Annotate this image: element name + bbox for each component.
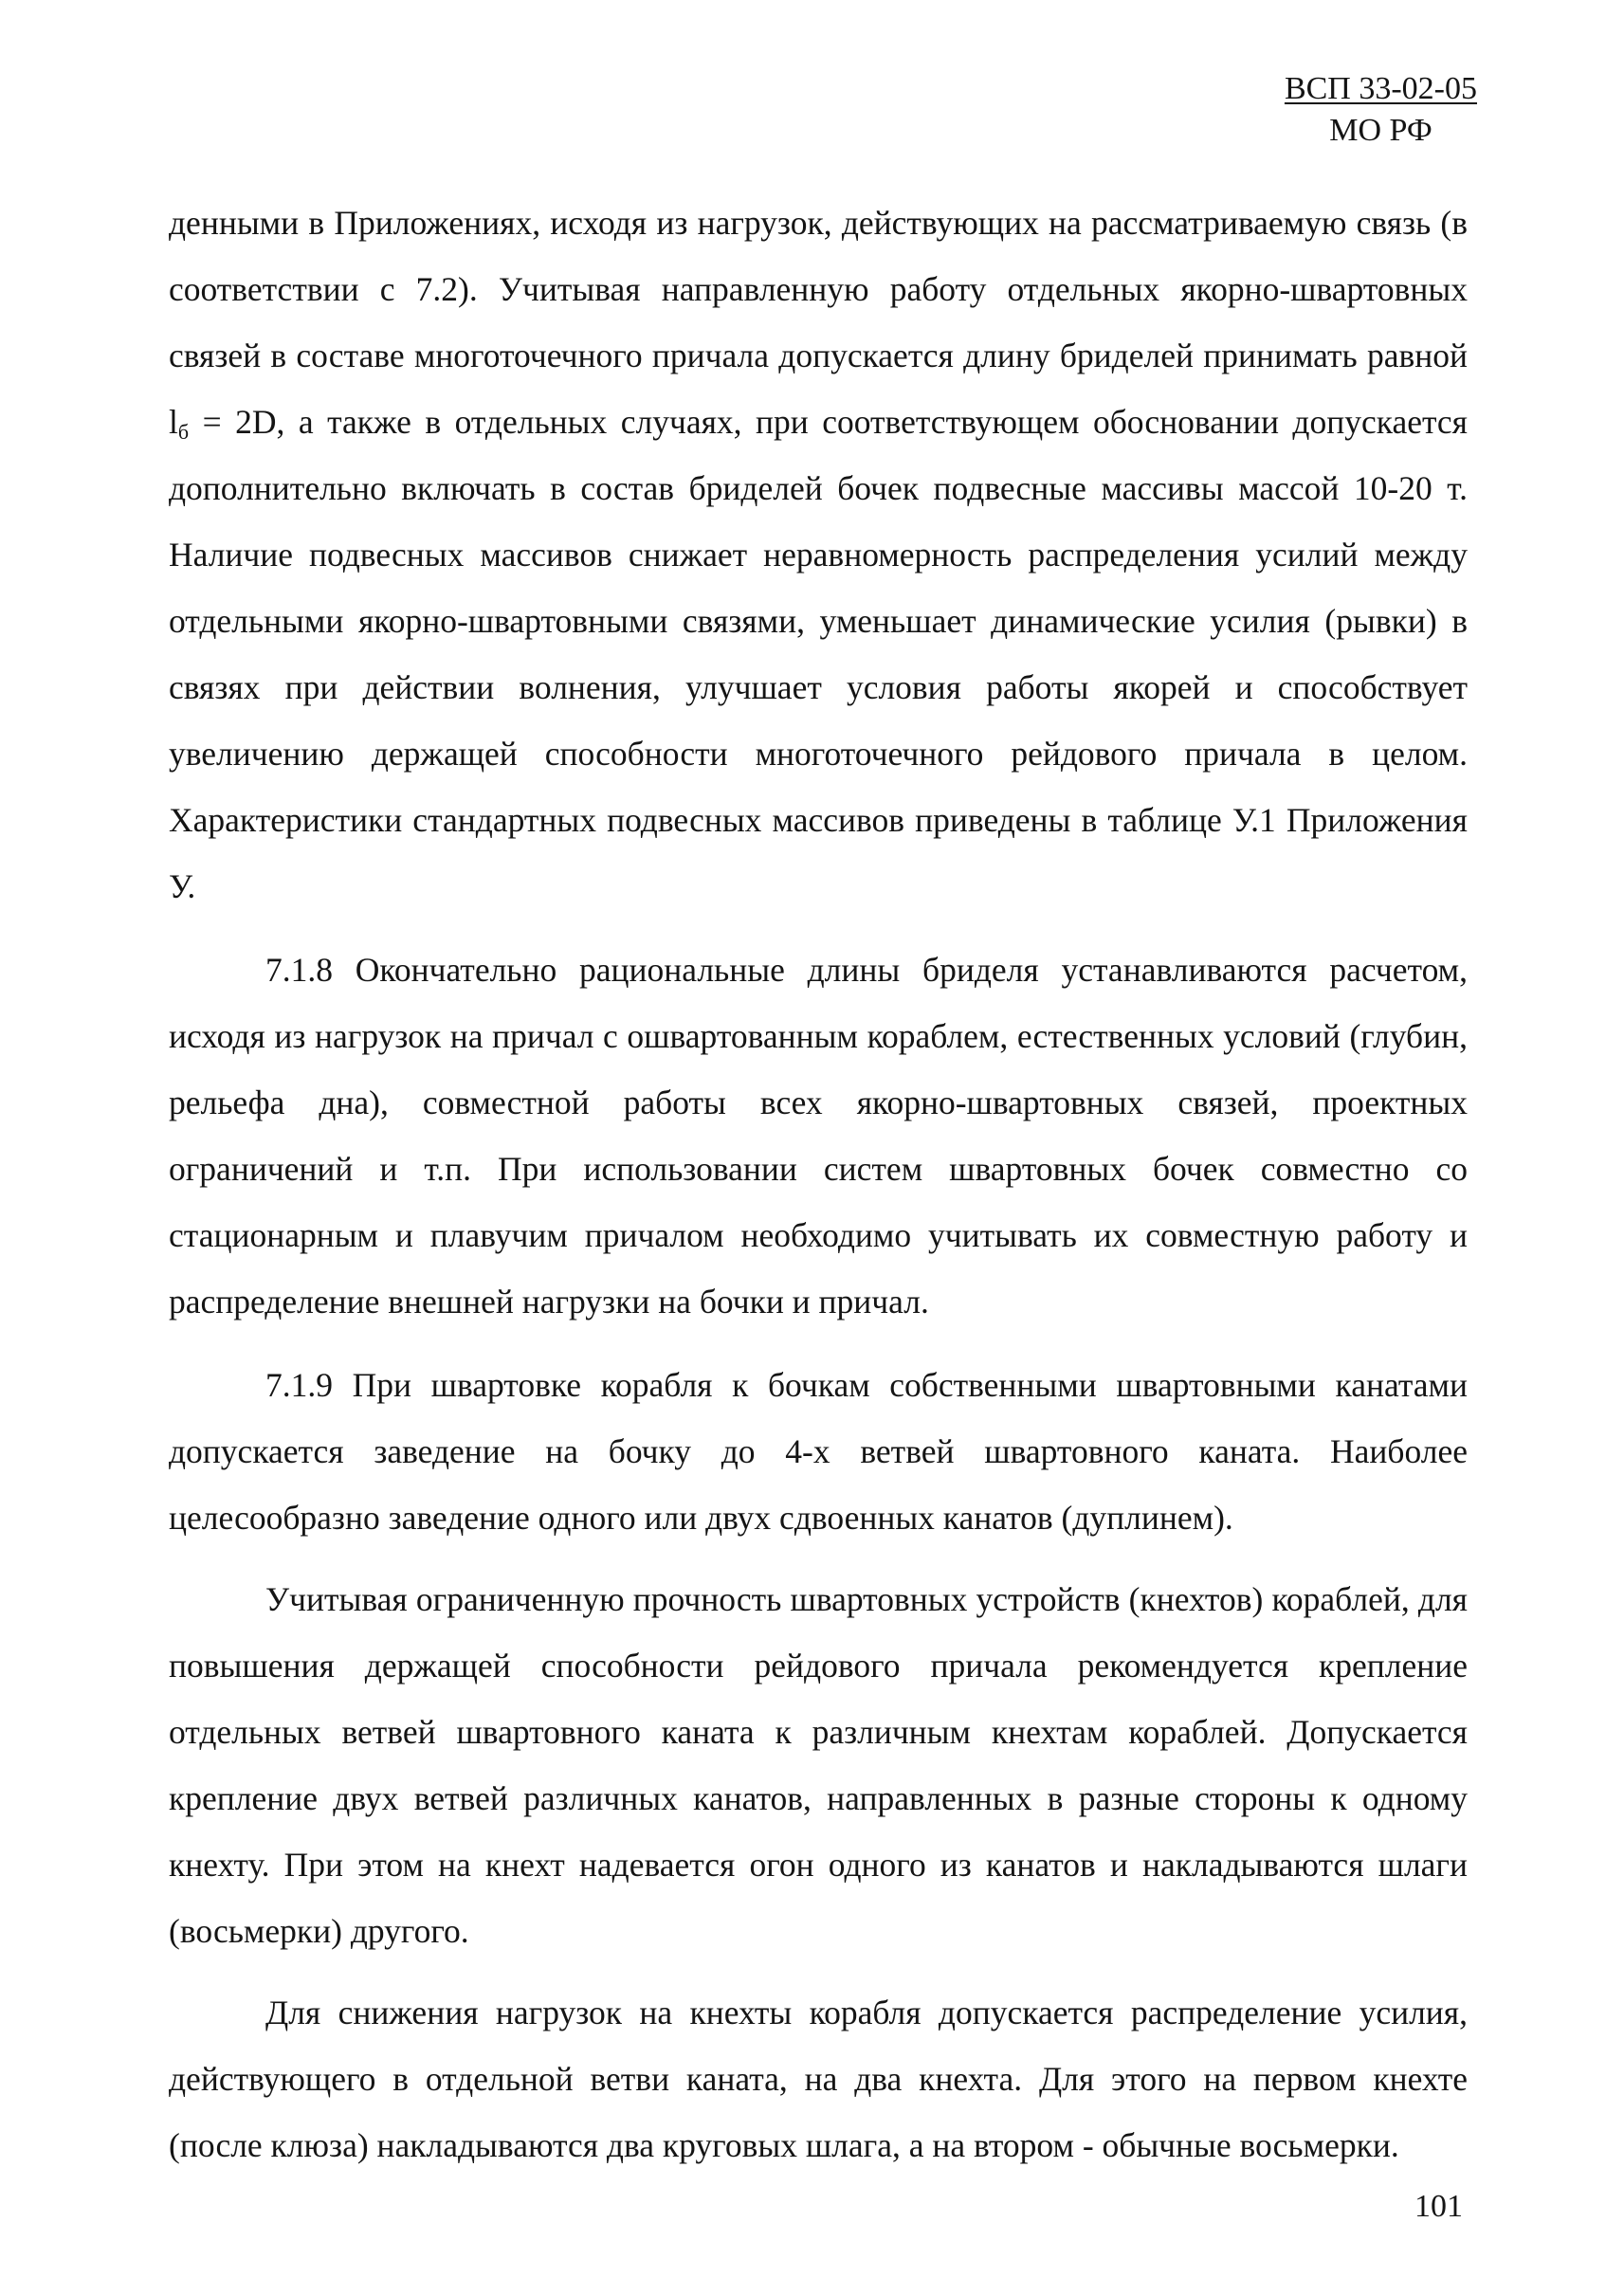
paragraph-text-before-formula: денными в Приложениях, исходя из нагрузок, действующих на рассматриваемую связь (в соответствии с 7.2). Учитывая направленную работу отдельных якорно-швартовных связей в составе многоточечного причала допускается длину бриделей принимать равной (169, 204, 1468, 374)
document-organization: МО РФ (1329, 113, 1432, 148)
paragraph-7-1-9: 7.1.9 При швартовке корабля к бочкам собственными швартовными канатами допускается заведение на бочку до 4-х ветвей швартовного каната. Наиболее целесообразно заведение одного или двух сдвоенных канатов (дуплинем). (169, 1366, 1468, 1537)
page-number: 101 (1414, 2189, 1463, 2224)
formula-symbol: l (169, 403, 178, 441)
formula-subscript: б (177, 420, 190, 444)
paragraph-load-distribution: Для снижения нагрузок на кнехты корабля допускается распределение усилия, действующего в отдельной ветви каната, на два кнехта. Для этого на первом кнехте (после клюза) накладываются два круговых шлага, а на втором - обычные восьмерки. (169, 1994, 1468, 2164)
paragraph-bollard-strength: Учитывая ограниченную прочность швартовных устройств (кнехтов) кораблей, для повышения держащей способности рейдового причала рекомендуется крепление отдельных ветвей швартовного каната к различным кнехтам кораблей. Допускается крепление двух ветвей различных канатов, направленных в разные стороны к одному кнехту. При этом на кнехт надевается огон одного из канатов и накладываются шлаги (восьмерки) другого. (169, 1580, 1468, 1950)
paragraph-7-1-8: 7.1.8 Окончательно рациональные длины бриделя устанавливаются расчетом, исходя из нагрузок на причал с ошвартованным кораблем, естественных условий (глубин, рельефа дна), совместной работы всех якорно-швартовных связей, проектных ограничений и т.п. При использовании систем швартовных бочек совместно со стационарным и плавучим причалом необходимо учитывать их совместную работу и распределение внешней нагрузки на бочки и причал. (169, 951, 1468, 1321)
document-body (169, 190, 1468, 2178)
document-code: ВСП 33-02-05 (1284, 71, 1477, 106)
formula-bridle-length (169, 403, 277, 444)
formula-rhs: = 2D (202, 403, 277, 441)
paragraph-text-after-formula: , а также в отдельных случаях, при соответствующем обосновании допускается дополнительно включать в состав бриделей бочек подвесные массивы массой 10-20 т. Наличие подвесных массивов снижает неравномерность распределения усилий между отдельными якорно-швартовными связями, уменьшает динамические усилия (рывки) в связях при действии волнения, улучшает условия работы якорей и способствует увеличению держащей способности многоточечного рейдового причала в целом. Характеристики стандартных подвесных массивов приведены в таблице У.1 Приложения У. (169, 403, 1469, 905)
paragraph-continued (169, 190, 1468, 920)
document-header (1285, 68, 1477, 152)
